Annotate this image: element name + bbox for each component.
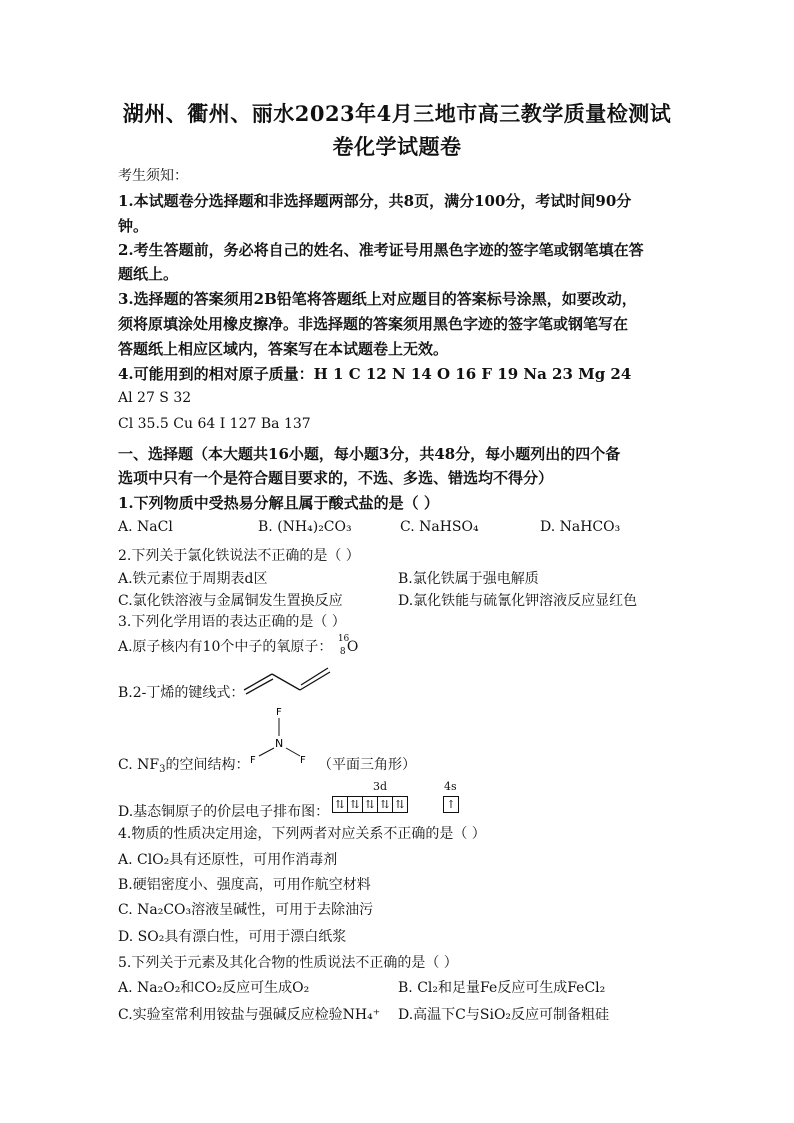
q4-stem: 4.物质的性质决定用途，下列两者对应关系不正确的是（ ） xyxy=(118,826,486,842)
q5-option-d: D.高温下C与SiO₂反应可制备粗硅 xyxy=(398,1007,610,1023)
q3-option-a-text: A.原子核内有10个中子的氧原子： xyxy=(118,639,333,655)
q2-option-b: B.氯化铁属于强电解质 xyxy=(398,571,539,587)
orbital-box: ⇅ xyxy=(377,796,393,813)
q3-option-c xyxy=(118,754,249,774)
q3-option-c-note: （平面三角形） xyxy=(318,757,416,773)
q4-option-c: C. Na₂CO₃溶液呈碱性，可用于去除油污 xyxy=(118,902,374,918)
q4-option-a: A. ClO₂具有还原性，可用作消毒剂 xyxy=(118,852,338,868)
section-heading-cont: 选项中只有一个是符合题目要求的，不选、多选、错选均不得分） xyxy=(118,469,554,487)
q1-option-c: C. NaHSO₄ xyxy=(400,519,479,535)
notice-item-1: 1.本试题卷分选择题和非选择题两部分，共8页，满分100分，考试时间90分 xyxy=(118,192,632,210)
orbital-label-4s: 4s xyxy=(444,780,457,793)
nf3-atom-f-left: F xyxy=(250,755,256,765)
q2-option-a: A.铁元素位于周期表d区 xyxy=(118,571,268,587)
nf3-atom-f-right: F xyxy=(300,755,306,765)
q1-stem: 1.下列物质中受热易分解且属于酸式盐的是（ ） xyxy=(118,494,439,512)
orbital-4s-boxes xyxy=(443,796,458,813)
orbital-3d-boxes xyxy=(332,796,407,813)
q3-option-a xyxy=(118,636,358,656)
orbital-box: ⇅ xyxy=(362,796,378,813)
q5-option-b: B. Cl₂和足量Fe反应可生成FeCl₂ xyxy=(398,980,606,996)
q1-option-a: A. NaCl xyxy=(118,519,173,535)
notice-heading: 考生须知： xyxy=(118,168,188,184)
q3-option-b: B.2-丁烯的键线式： xyxy=(118,685,245,701)
section-heading: 一、选择题（本大题共16小题，每小题3分，共48分，每小题列出的四个备 xyxy=(118,445,621,463)
q4-option-d: D. SO₂具有漂白性，可用于漂白纸浆 xyxy=(118,929,347,945)
orbital-label-3d: 3d xyxy=(373,780,388,793)
q3-option-c-subscript: 3 xyxy=(159,764,166,775)
q3-stem: 3.下列化学用语的表达正确的是（ ） xyxy=(118,614,346,630)
notice-atomic-masses-2: Al 27 S 32 xyxy=(118,390,192,406)
q2-option-d: D.氯化铁能与硫氰化钾溶液反应显红色 xyxy=(398,593,638,609)
2-butene-skeletal-formula xyxy=(240,660,340,696)
nf3-atom-n: N xyxy=(275,737,284,750)
notice-item-3-cont2: 答题纸上相应区域内，答案写在本试题卷上无效。 xyxy=(118,340,449,358)
notice-atomic-masses-3: Cl 35.5 Cu 64 I 127 Ba 137 xyxy=(118,416,311,432)
notice-item-3-cont: 须将原填涂处用橡皮擦净。非选择题的答案须用黑色字迹的签字笔或钢笔写在 xyxy=(118,315,629,333)
q3-option-c-label: 的空间结构： xyxy=(165,757,250,773)
q4-option-b: B.硬铝密度小、强度高，可用作航空材料 xyxy=(118,877,371,893)
mass-number: 16 xyxy=(337,634,350,644)
notice-item-2-cont: 题纸上。 xyxy=(118,265,179,283)
nf3-atom-f-top: F xyxy=(276,707,282,718)
element-symbol: O xyxy=(346,639,359,655)
q1-option-d: D. NaHCO₃ xyxy=(540,519,621,535)
q5-stem: 5.下列关于元素及其化合物的性质说法不正确的是（ ） xyxy=(118,955,458,971)
notice-item-3: 3.选择题的答案须用2B铅笔将答题纸上对应题目的答案标号涂黑，如要改动， xyxy=(118,290,637,308)
q5-option-a: A. Na₂O₂和CO₂反应可生成O₂ xyxy=(118,980,310,996)
q1-option-b-formula: (NH₄)₂CO₃ xyxy=(277,519,352,535)
notice-item-1-cont: 钟。 xyxy=(118,217,149,235)
exam-title-line1: 湖州、衢州、丽水2023年4月三地市高三教学质量检测试 xyxy=(122,101,672,126)
q3-option-d: D.基态铜原子的价层电子排布图： xyxy=(118,804,330,820)
q2-option-c: C.氯化铁溶液与金属铜发生置换反应 xyxy=(118,593,343,609)
q2-stem: 2.下列关于氯化铁说法不正确的是（ ） xyxy=(118,548,360,564)
exam-title-line2: 卷化学试题卷 xyxy=(332,134,462,159)
orbital-box: ⇅ xyxy=(392,796,408,813)
orbital-box: ↑ xyxy=(443,796,459,813)
orbital-box: ⇅ xyxy=(347,796,363,813)
q3-option-c-prefix: C. NF xyxy=(118,757,160,773)
q5-option-c: C.实验室常利用铵盐与强碱反应检验NH₄⁺ xyxy=(118,1007,381,1023)
notice-item-4: 4.可能用到的相对原子质量：H 1 C 12 N 14 O 16 F 19 Na 23 Mg 24 xyxy=(118,365,632,383)
orbital-box: ⇅ xyxy=(332,796,348,813)
nf3-structure-diagram xyxy=(248,703,314,765)
q1-option-b-prefix: B. xyxy=(258,519,278,535)
notice-item-2: 2.考生答题前，务必将自己的姓名、准考证号用黑色字迹的签字笔或钢笔填在答 xyxy=(118,241,644,259)
isotope-notation xyxy=(337,634,350,657)
q1-option-b xyxy=(258,519,352,535)
atomic-number: 8 xyxy=(339,647,346,657)
